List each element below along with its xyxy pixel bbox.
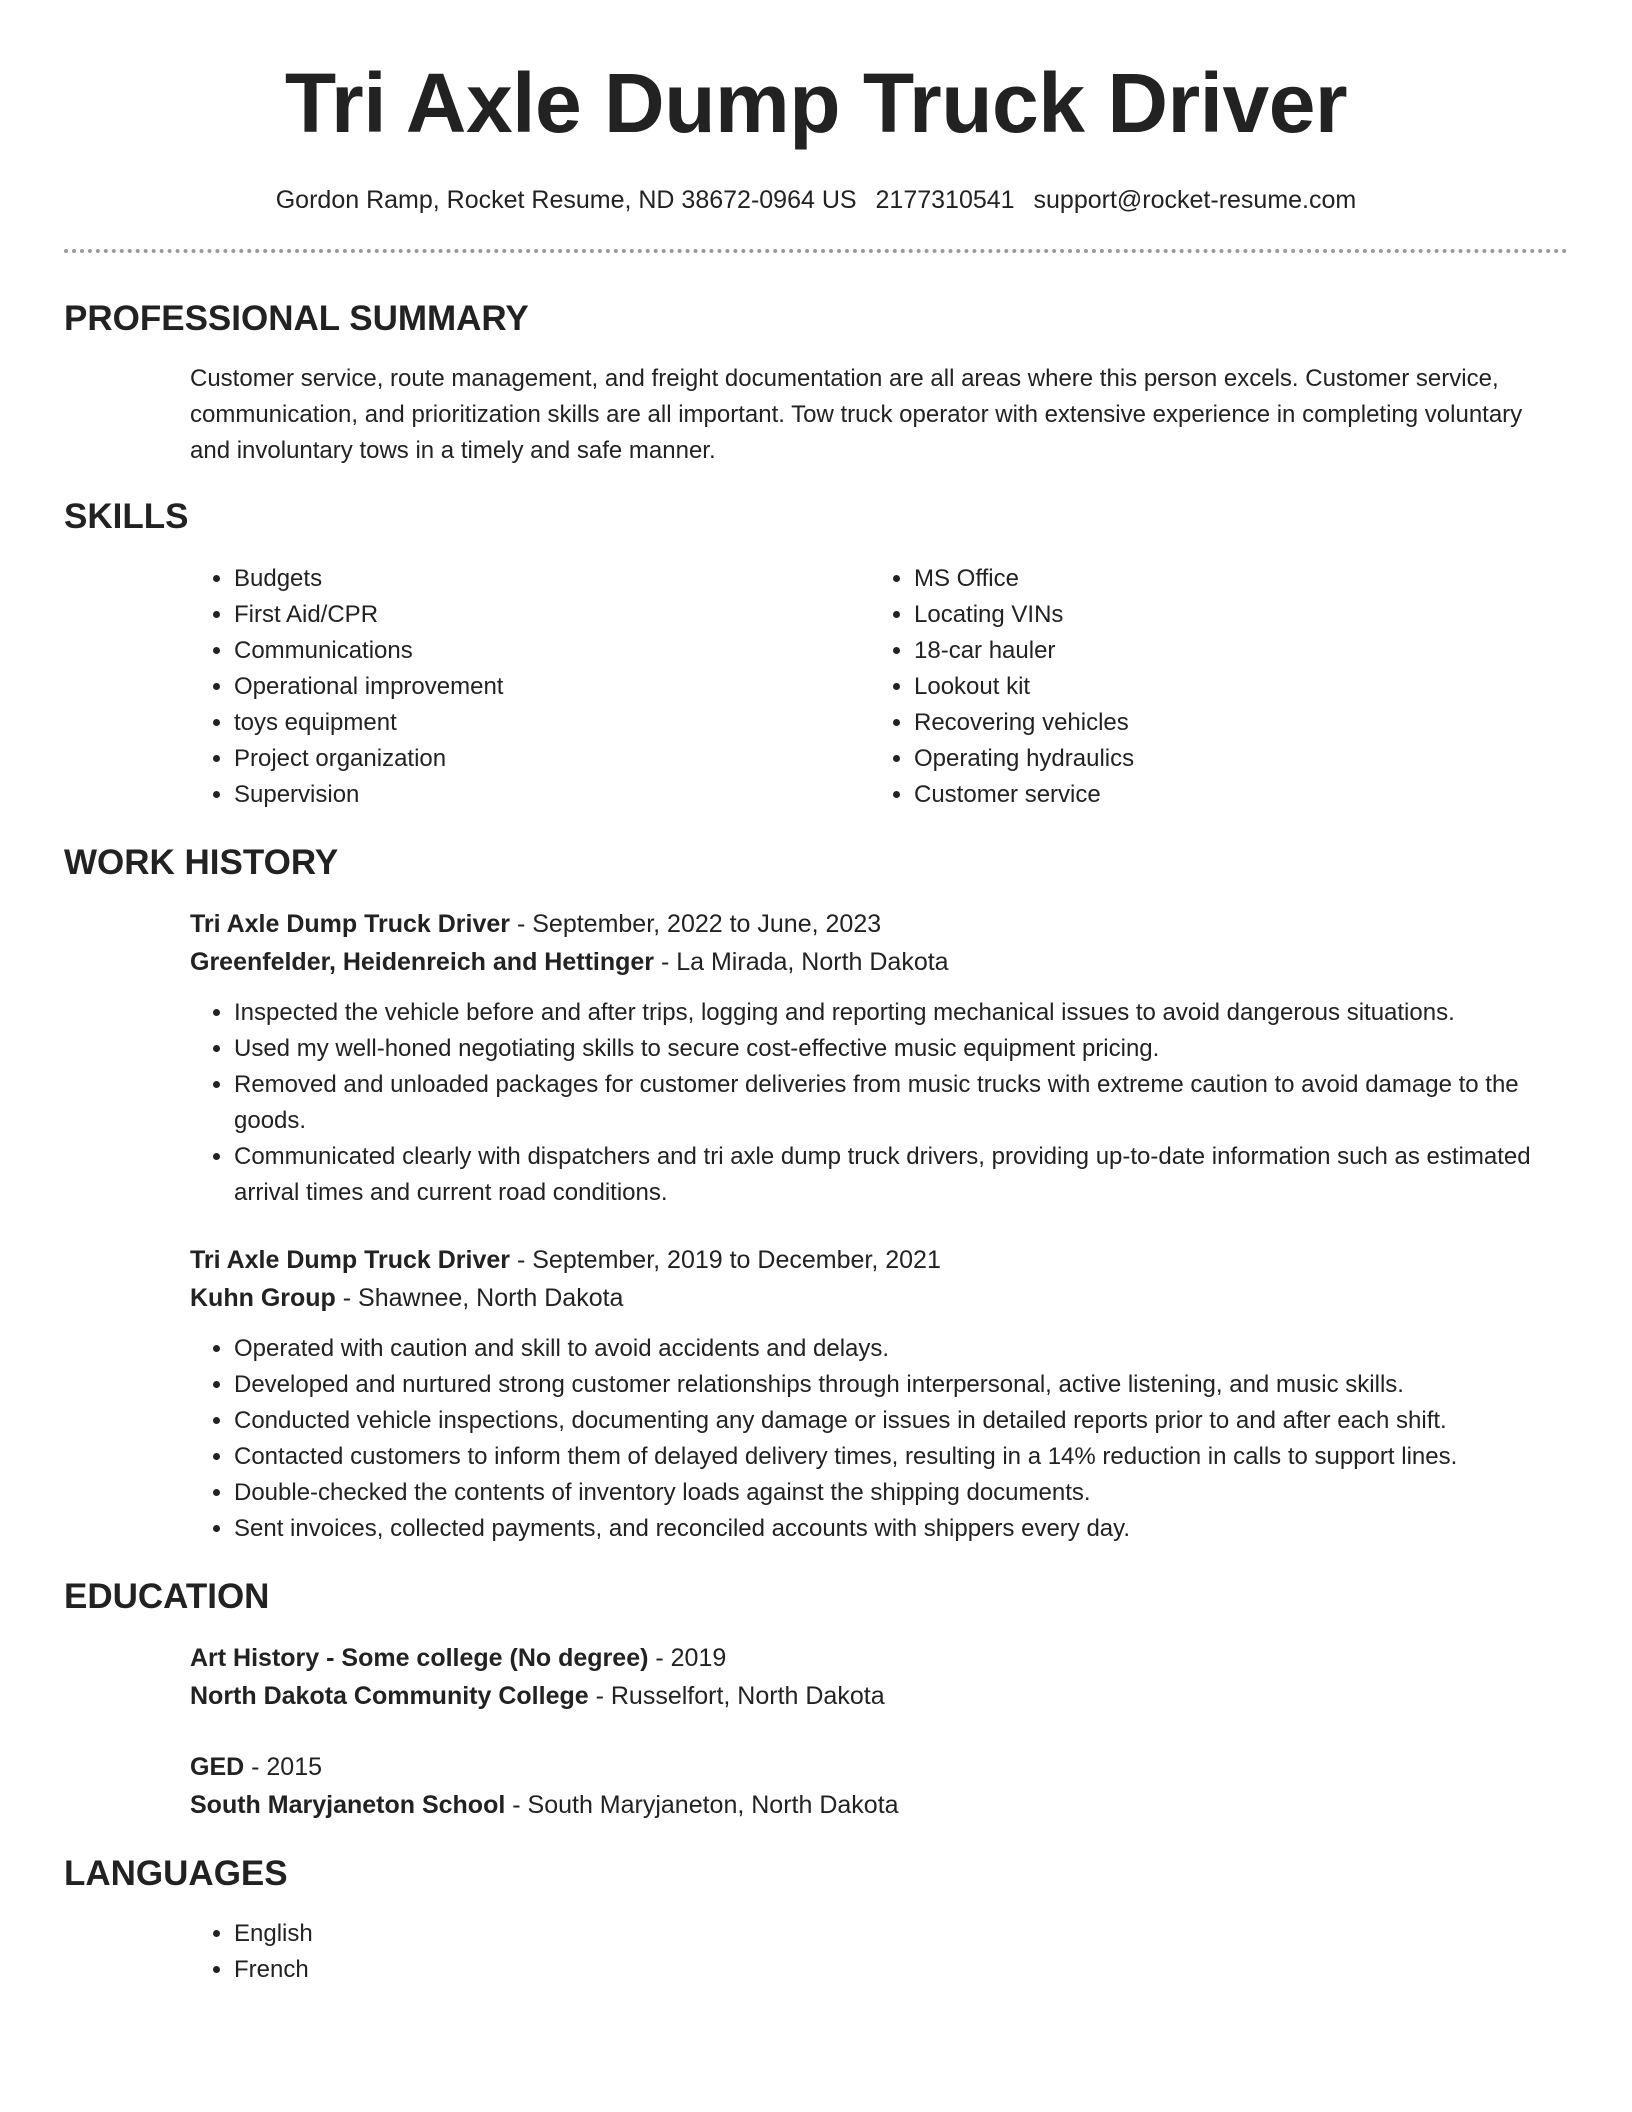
language-item: • French — [234, 1952, 1568, 1988]
summary-text: Customer service, route management, and freight documentation are all areas where this person excels. Customer service, communication, and prioritization skills are all important. Tow truck operator with extensive experience in completing voluntary and involuntary tows in a timely and safe manner. — [190, 365, 1523, 464]
education-entry — [64, 1617, 1568, 1715]
education-degree: Art History - Some college (No degree) — [190, 1644, 649, 1672]
job-role-line — [190, 1241, 1568, 1279]
education-location: - Russelfort, North Dakota — [588, 1682, 885, 1710]
education-entry — [64, 1715, 1568, 1824]
skills-section — [64, 469, 1568, 813]
skill-item: • Project organization — [234, 741, 870, 777]
language-item: • English — [234, 1916, 1568, 1952]
summary-section — [64, 253, 1568, 469]
job-entry — [64, 1211, 1568, 1547]
skill-item: • Operating hydraulics — [914, 741, 1550, 777]
job-bullet: • Conducted vehicle inspections, documenting any damage or issues in detailed reports prior to and after each shift. — [234, 1403, 1568, 1439]
skills-column-right — [870, 561, 1550, 813]
summary-title: PROFESSIONAL SUMMARY — [64, 299, 529, 338]
education-year: - 2019 — [648, 1644, 727, 1672]
job-dates: - September, 2019 to December, 2021 — [510, 1246, 941, 1274]
contact-phone: 2177310541 — [875, 186, 1015, 214]
job-entry — [64, 883, 1568, 1211]
education-school-line — [190, 1786, 1568, 1824]
education-year: - 2015 — [244, 1753, 323, 1781]
contact-address: Gordon Ramp, Rocket Resume, ND 38672-0964 US — [275, 186, 857, 214]
job-location: - Shawnee, North Dakota — [335, 1284, 624, 1312]
contact-email: support@rocket-resume.com — [1033, 186, 1357, 214]
skill-item: • Customer service — [914, 777, 1550, 813]
job-company: Greenfelder, Heidenreich and Hettinger — [190, 948, 655, 976]
job-bullet: • Communicated clearly with dispatchers and tri axle dump truck drivers, providing up-to-date information such as estimated arrival times and current road conditions. — [234, 1139, 1568, 1211]
languages-title: LANGUAGES — [64, 1854, 288, 1893]
job-bullet: • Sent invoices, collected payments, and reconciled accounts with shippers every day. — [234, 1511, 1568, 1547]
work-section — [64, 813, 1568, 1547]
job-bullet: • Used my well-honed negotiating skills to secure cost-effective music equipment pricing. — [234, 1031, 1568, 1067]
skill-item: • 18-car hauler — [914, 633, 1550, 669]
job-company: Kuhn Group — [190, 1284, 336, 1312]
skill-item: • Locating VINs — [914, 597, 1550, 633]
education-section — [64, 1547, 1568, 1824]
job-dates: - September, 2022 to June, 2023 — [510, 910, 882, 938]
education-location: - South Maryjaneton, North Dakota — [505, 1791, 899, 1819]
skill-item: • toys equipment — [234, 705, 870, 741]
education-school: South Maryjaneton School — [190, 1791, 506, 1819]
skill-item: • Communications — [234, 633, 870, 669]
resume-name: Tri Axle Dump Truck Driver — [284, 56, 1348, 150]
education-school: North Dakota Community College — [190, 1682, 589, 1710]
education-degree-line — [190, 1639, 1568, 1677]
work-title: WORK HISTORY — [64, 843, 339, 882]
job-role-line — [190, 905, 1568, 943]
skill-item: • Recovering vehicles — [914, 705, 1550, 741]
education-school-line — [190, 1677, 1568, 1715]
job-bullet: • Removed and unloaded packages for customer deliveries from music trucks with extreme caution to avoid damage to the goods. — [234, 1067, 1568, 1139]
skill-item: • Operational improvement — [234, 669, 870, 705]
contact-line — [64, 185, 1568, 215]
job-bullet: • Double-checked the contents of inventory loads against the shipping documents. — [234, 1475, 1568, 1511]
job-role: Tri Axle Dump Truck Driver — [190, 910, 511, 938]
job-bullet: • Inspected the vehicle before and after trips, logging and reporting mechanical issues to avoid dangerous situations. — [234, 995, 1568, 1031]
education-degree-line — [190, 1748, 1568, 1786]
skills-title: SKILLS — [64, 497, 189, 536]
skill-item: • Budgets — [234, 561, 870, 597]
job-role: Tri Axle Dump Truck Driver — [190, 1246, 511, 1274]
skill-item: • First Aid/CPR — [234, 597, 870, 633]
job-bullet: • Operated with caution and skill to avoid accidents and delays. — [234, 1331, 1568, 1367]
job-company-line — [190, 943, 1568, 981]
education-degree: GED — [190, 1753, 245, 1781]
job-bullet: • Contacted customers to inform them of delayed delivery times, resulting in a 14% reduction in calls to support lines. — [234, 1439, 1568, 1475]
job-bullet: • Developed and nurtured strong customer relationships through interpersonal, active listening, and music skills. — [234, 1367, 1568, 1403]
education-title: EDUCATION — [64, 1577, 270, 1616]
job-location: - La Mirada, North Dakota — [654, 948, 949, 976]
languages-section — [64, 1824, 1568, 1988]
skill-item: • MS Office — [914, 561, 1550, 597]
job-company-line — [190, 1279, 1568, 1317]
skill-item: • Supervision — [234, 777, 870, 813]
skill-item: • Lookout kit — [914, 669, 1550, 705]
skills-column-left — [190, 561, 870, 813]
